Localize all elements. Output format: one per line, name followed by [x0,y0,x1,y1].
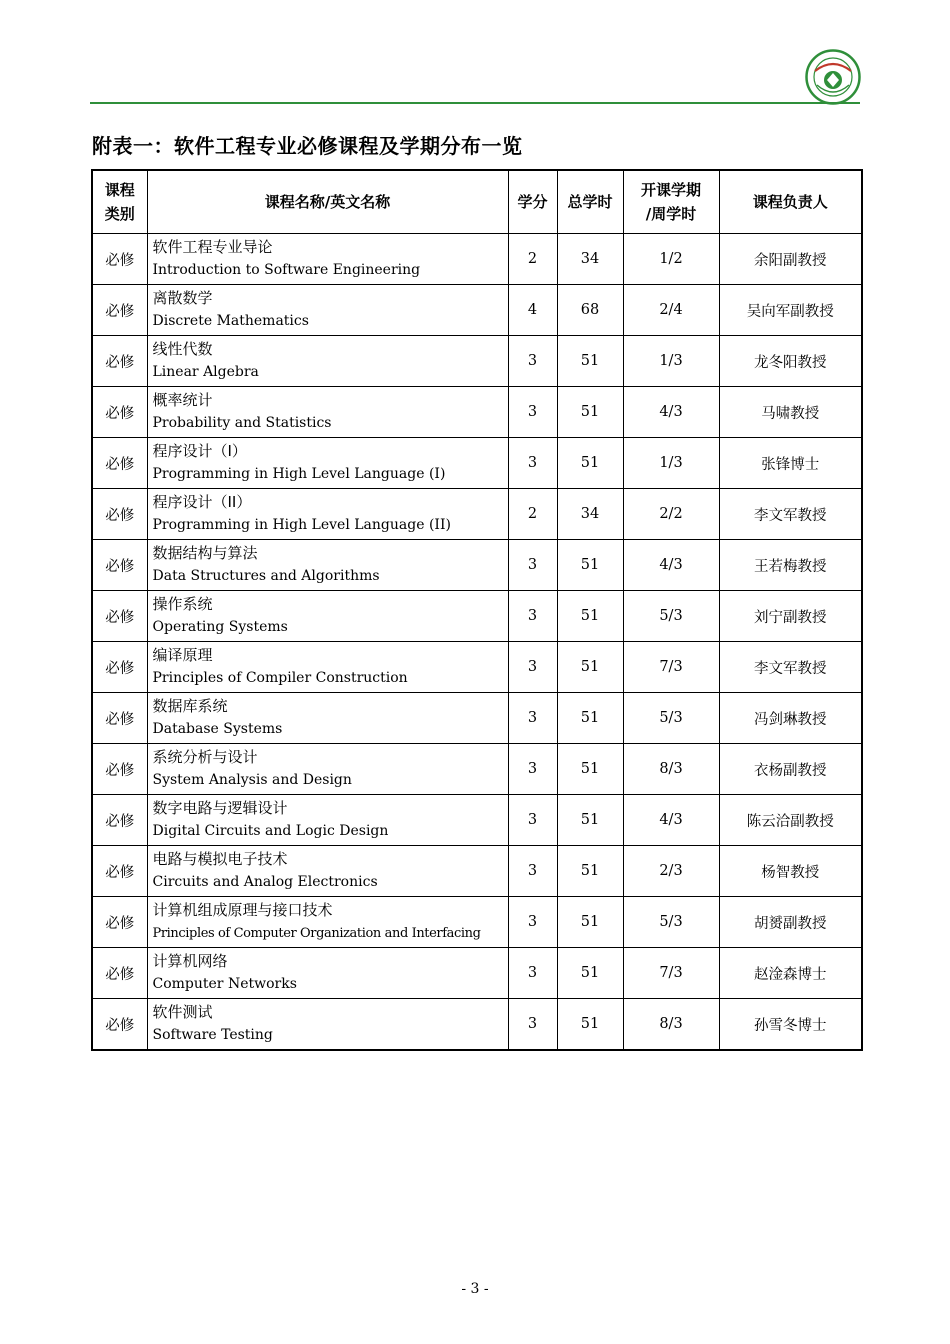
course-name-cell [147,336,508,387]
course-name-zh: 线性代数 [152,340,213,358]
header-course-name: 课程名称/英文名称 [147,170,508,234]
credits-cell: 3 [508,948,557,999]
semester-cell: 1/3 [623,438,719,489]
credits-cell: 3 [508,540,557,591]
table-row [92,693,862,744]
table-row [92,336,862,387]
course-name-en: Discrete Mathematics [152,313,309,329]
instructor-cell: 龙冬阳教授 [719,336,862,387]
course-name-zh: 软件工程专业导论 [152,238,273,256]
table-row [92,897,862,948]
semester-cell: 2/2 [623,489,719,540]
credits-cell: 3 [508,336,557,387]
table-row [92,846,862,897]
course-name-en: Data Structures and Algorithms [152,568,380,584]
table-row [92,948,862,999]
header-category: 课程 类别 [92,170,147,234]
hours-cell: 51 [557,795,623,846]
course-name-cell [147,591,508,642]
course-name-en: Introduction to Software Engineering [152,262,421,278]
course-name-zh: 计算机网络 [152,952,228,970]
course-name-cell [147,540,508,591]
semester-cell: 1/3 [623,336,719,387]
hours-cell: 68 [557,285,623,336]
semester-cell: 8/3 [623,999,719,1051]
category-cell: 必修 [92,948,147,999]
hours-cell: 51 [557,642,623,693]
table-row [92,285,862,336]
course-name-cell [147,642,508,693]
category-cell: 必修 [92,693,147,744]
header-rule [90,102,860,104]
course-name-en: System Analysis and Design [152,772,352,788]
category-cell: 必修 [92,744,147,795]
course-name-cell [147,897,508,948]
table-row [92,540,862,591]
header-hours: 总学时 [557,170,623,234]
page-title: 附表一：软件工程专业必修课程及学期分布一览 [92,134,523,158]
course-name-en: Database Systems [152,721,283,737]
instructor-cell: 李文军教授 [719,489,862,540]
instructor-cell: 刘宁副教授 [719,591,862,642]
semester-cell: 7/3 [623,642,719,693]
course-name-en: Linear Algebra [152,364,259,380]
hours-cell: 51 [557,387,623,438]
table-row [92,591,862,642]
course-name-cell [147,234,508,285]
page-number: - 3 - [461,1281,489,1297]
hours-cell: 51 [557,744,623,795]
credits-cell: 3 [508,591,557,642]
course-name-zh: 电路与模拟电子技术 [152,850,288,868]
semester-cell: 4/3 [623,795,719,846]
course-name-en: Principles of Compiler Construction [152,670,408,686]
course-name-cell [147,846,508,897]
category-cell: 必修 [92,285,147,336]
course-name-cell [147,387,508,438]
instructor-cell: 张锋博士 [719,438,862,489]
course-name-zh: 操作系统 [152,595,213,613]
course-name-cell [147,693,508,744]
credits-cell: 3 [508,693,557,744]
credits-cell: 3 [508,897,557,948]
table-row [92,489,862,540]
course-name-en: Principles of Computer Organization and Interfacing [152,926,481,941]
table-row [92,387,862,438]
credits-cell: 2 [508,489,557,540]
instructor-cell: 马啸教授 [719,387,862,438]
instructor-cell: 陈云洽副教授 [719,795,862,846]
table-header-row [92,170,862,234]
table-row [92,234,862,285]
category-cell: 必修 [92,438,147,489]
semester-cell: 7/3 [623,948,719,999]
course-name-zh: 计算机组成原理与接口技术 [152,901,333,919]
hours-cell: 51 [557,948,623,999]
course-name-en: Probability and Statistics [152,415,332,431]
course-name-en: Programming in High Level Language (II) [152,517,451,533]
credits-cell: 4 [508,285,557,336]
course-name-cell [147,489,508,540]
instructor-cell: 胡赟副教授 [719,897,862,948]
header-instructor: 课程负责人 [719,170,862,234]
category-cell: 必修 [92,489,147,540]
course-table [91,169,863,1051]
credits-cell: 3 [508,795,557,846]
header-semester: 开课学期 /周学时 [623,170,719,234]
instructor-cell: 李文军教授 [719,642,862,693]
course-name-zh: 程序设计（I） [152,442,247,460]
category-cell: 必修 [92,234,147,285]
course-name-cell [147,948,508,999]
course-name-zh: 离散数学 [152,289,213,307]
hours-cell: 34 [557,489,623,540]
category-cell: 必修 [92,795,147,846]
category-cell: 必修 [92,540,147,591]
course-name-en: Programming in High Level Language (I) [152,466,446,482]
course-name-cell [147,744,508,795]
course-name-cell [147,438,508,489]
hours-cell: 51 [557,591,623,642]
course-name-cell [147,999,508,1051]
course-name-zh: 程序设计（II） [152,493,252,511]
header-credits: 学分 [508,170,557,234]
credits-cell: 3 [508,438,557,489]
instructor-cell: 赵淦森博士 [719,948,862,999]
course-name-en: Computer Networks [152,976,297,992]
semester-cell: 2/4 [623,285,719,336]
hours-cell: 51 [557,540,623,591]
instructor-cell: 吴向军副教授 [719,285,862,336]
course-name-cell [147,795,508,846]
table-row [92,642,862,693]
hours-cell: 51 [557,897,623,948]
category-cell: 必修 [92,846,147,897]
table-row [92,744,862,795]
instructor-cell: 孙雪冬博士 [719,999,862,1051]
instructor-cell: 冯剑琳教授 [719,693,862,744]
course-name-zh: 编译原理 [152,646,213,664]
instructor-cell: 衣杨副教授 [719,744,862,795]
category-cell: 必修 [92,999,147,1051]
semester-cell: 2/3 [623,846,719,897]
university-logo [805,49,861,105]
credits-cell: 3 [508,387,557,438]
credits-cell: 2 [508,234,557,285]
course-name-en: Circuits and Analog Electronics [152,874,378,890]
semester-cell: 1/2 [623,234,719,285]
category-cell: 必修 [92,336,147,387]
category-cell: 必修 [92,642,147,693]
instructor-cell: 杨智教授 [719,846,862,897]
course-name-cell [147,285,508,336]
course-name-en: Operating Systems [152,619,288,635]
semester-cell: 4/3 [623,387,719,438]
course-name-en: Software Testing [152,1027,273,1043]
hours-cell: 51 [557,438,623,489]
course-name-en: Digital Circuits and Logic Design [152,823,389,839]
semester-cell: 5/3 [623,693,719,744]
hours-cell: 51 [557,999,623,1051]
table-row [92,438,862,489]
course-name-zh: 系统分析与设计 [152,748,258,766]
semester-cell: 5/3 [623,591,719,642]
course-name-zh: 软件测试 [152,1003,213,1021]
credits-cell: 3 [508,744,557,795]
credits-cell: 3 [508,846,557,897]
semester-cell: 4/3 [623,540,719,591]
course-name-zh: 概率统计 [152,391,213,409]
category-cell: 必修 [92,387,147,438]
category-cell: 必修 [92,897,147,948]
table-row [92,795,862,846]
hours-cell: 51 [557,336,623,387]
category-cell: 必修 [92,591,147,642]
course-name-zh: 数字电路与逻辑设计 [152,799,288,817]
course-name-zh: 数据库系统 [152,697,228,715]
course-name-zh: 数据结构与算法 [152,544,258,562]
hours-cell: 51 [557,693,623,744]
credits-cell: 3 [508,999,557,1051]
instructor-cell: 余阳副教授 [719,234,862,285]
credits-cell: 3 [508,642,557,693]
hours-cell: 34 [557,234,623,285]
semester-cell: 5/3 [623,897,719,948]
semester-cell: 8/3 [623,744,719,795]
instructor-cell: 王若梅教授 [719,540,862,591]
hours-cell: 51 [557,846,623,897]
table-row [92,999,862,1051]
